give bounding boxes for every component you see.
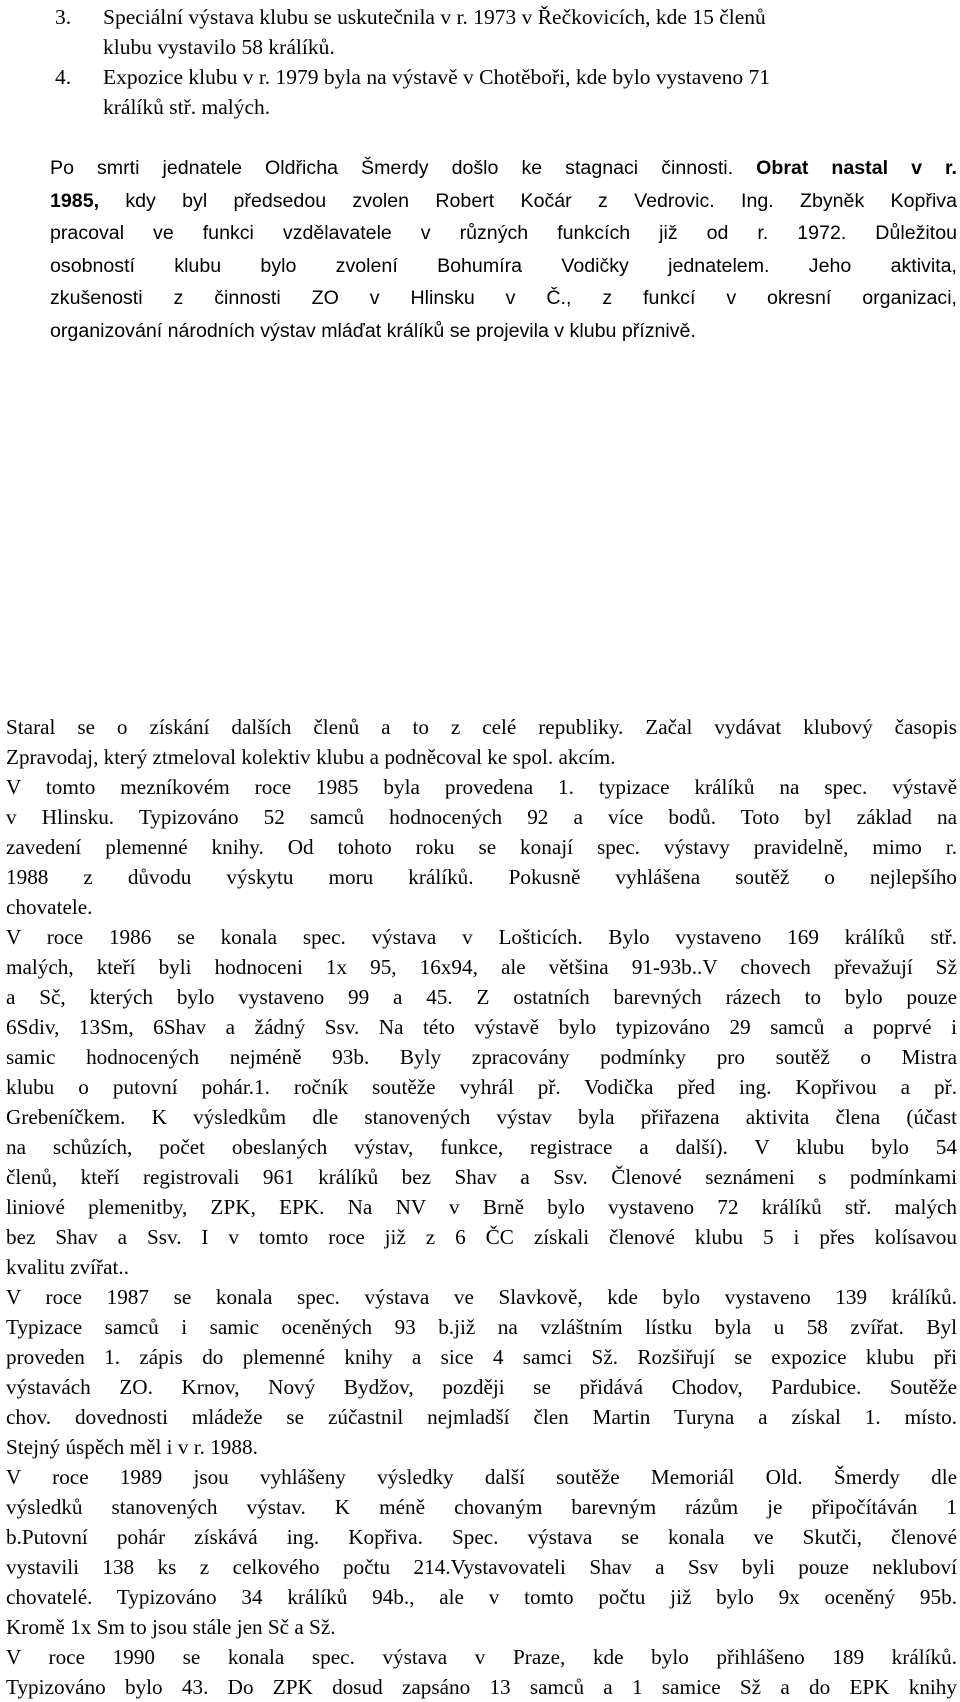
- text-line: V roce 1989 jsou vyhlášeny výsledky další soutěže Memoriál Old. Šmerdy dle: [6, 1465, 957, 1489]
- list-item: [0, 62, 960, 122]
- text-line: Speciální výstava klubu se uskutečnila v r. 1973 v Řečkovicích, kde 15 členů: [103, 5, 766, 29]
- text-line: chov. dovednosti mládeže se zúčastnil nejmladší člen Martin Turyna a získal 1. místo.: [6, 1405, 957, 1429]
- text-line: Stejný úspěch měl i v r. 1988.: [6, 1435, 258, 1459]
- text-line: organizování národních výstav mláďat králíků se projevila v klubu příznivě.: [50, 319, 696, 342]
- text-line: V roce 1986 se konala spec. výstava v Lošticích. Bylo vystaveno 169 králíků stř.: [6, 925, 957, 949]
- text-line: 6Sdiv, 13Sm, 6Shav a žádný Ssv. Na této výstavě bylo typizováno 29 samců a poprvé i: [6, 1015, 957, 1039]
- text-line: v Hlinsku. Typizováno 52 samců hodnocených 92 a více bodů. Toto byl základ na: [6, 805, 957, 829]
- text-line: proveden 1. zápis do plemenné knihy a sice 4 samci Sž. Rozšiřují se expozice klubu při: [6, 1345, 957, 1369]
- text-line: Grebeníčkem. K výsledkům dle stanovených výstav byla přiřazena aktivita člena (účast: [6, 1105, 957, 1129]
- text-line: osobností klubu bylo zvolení Bohumíra Vodičky jednatelem. Jeho aktivita,: [50, 254, 957, 277]
- text-line: klubu vystavilo 58 králíků.: [103, 35, 335, 59]
- text-line: zavedení plemenné knihy. Od tohoto roku se konají spec. výstavy pravidelně, mimo r.: [6, 835, 957, 859]
- text-line: [50, 185, 957, 218]
- text-line: bez Shav a Ssv. I v tomto roce již z 6 ČC získali členové klubu 5 i přes kolísavou: [6, 1225, 957, 1249]
- numbered-list: [0, 2, 960, 122]
- text-line: výsledků stanovených výstav. K méně chovaným barevným rázům je připočítáván 1: [6, 1495, 957, 1519]
- text-line: [50, 152, 957, 185]
- list-number: 4.: [55, 65, 72, 89]
- text-line: 1988 z důvodu výskytu moru králíků. Pokusně vyhlášena soutěž o nejlepšího: [6, 865, 957, 889]
- bold-text: Obrat nastal v r.: [756, 157, 957, 179]
- text-line: kvalitu zvířat..: [6, 1255, 129, 1279]
- bold-text: 1985,: [50, 189, 100, 212]
- text-run: kdy byl předsedou zvolen Robert Kočár z Vedrovic. Ing. Zbyněk Kopřiva: [99, 189, 957, 212]
- text-line: V roce 1990 se konala spec. výstava v Praze, kde bylo přihlášeno 189 králíků.: [6, 1645, 957, 1669]
- text-line: V roce 1987 se konala spec. výstava ve Slavkově, kde bylo vystaveno 139 králíků.: [6, 1285, 957, 1309]
- list-item: [0, 2, 960, 62]
- text-line: Staral se o získání dalších členů a to z celé republiky. Začal vydávat klubový časopis: [6, 715, 957, 739]
- text-line: členů, kteří registrovali 961 králíků bez Shav a Ssv. Členové seznámeni s podmínkami: [6, 1165, 957, 1189]
- text-line: malých, kteří byli hodnoceni 1x 95, 16x94, ale většina 91-93b..V chovech převažují Sž: [6, 955, 957, 979]
- text-line: výstavách ZO. Krnov, Nový Bydžov, později se přidává Chodov, Pardubice. Soutěže: [6, 1375, 957, 1399]
- text-line: Kromě 1x Sm to jsou stále jen Sč a Sž.: [6, 1615, 336, 1639]
- text-line: králíků stř. malých.: [103, 95, 271, 119]
- paragraph-intro: [50, 152, 957, 347]
- text-line: Zpravodaj, který ztmeloval kolektiv klubu a podněcoval ke spol. akcím.: [6, 745, 616, 769]
- text-line: liniové plemenitby, ZPK, EPK. Na NV v Brně bylo vystaveno 72 králíků stř. malých: [6, 1195, 957, 1219]
- text-line: V tomto mezníkovém roce 1985 byla provedena 1. typizace králíků na spec. výstavě: [6, 775, 957, 799]
- text-line: pracoval ve funkci vzdělavatele v různých funkcích již od r. 1972. Důležitou: [50, 222, 957, 244]
- text-line: na schůzích, počet obeslaných výstav, funkce, registrace a další). V klubu bylo 54: [6, 1135, 957, 1159]
- text-line: b.Putovní pohár získává ing. Kopřiva. Spec. výstava se konala ve Skutči, členové: [6, 1525, 957, 1549]
- text-line: Typizováno bylo 43. Do ZPK dosud zapsáno 13 samců a 1 samice Sž a do EPK knihy: [6, 1675, 957, 1699]
- text-line: chovatele.: [6, 895, 93, 919]
- text-line: a Sč, kterých bylo vystaveno 99 a 45. Z ostatních barevných rázech to bylo pouze: [6, 985, 957, 1009]
- text-line: chovatelé. Typizováno 34 králíků 94b., ale v tomto počtu již bylo 9x oceněný 95b.: [6, 1585, 957, 1609]
- text-line: vystavili 138 ks z celkového počtu 214.Vystavovateli Shav a Ssv byli pouze nekluboví: [6, 1555, 957, 1579]
- text-line: Expozice klubu v r. 1979 byla na výstavě v Chotěboři, kde bylo vystaveno 71: [103, 65, 770, 89]
- text-run: Po smrti jednatele Oldřicha Šmerdy došlo ke stagnaci činnosti.: [50, 157, 757, 179]
- text-line: zkušenosti z činnosti ZO v Hlinsku v Č., z funkcí v okresní organizaci,: [50, 287, 957, 309]
- text-line: Typizace samců i samic oceněných 93 b.již na vzláštním lístku byla u 58 zvířat. Byl: [6, 1315, 957, 1339]
- text-line: klubu o putovní pohár.1. ročník soutěže vyhrál př. Vodička před ing. Kopřivou a př.: [6, 1075, 957, 1099]
- paragraph-main: [6, 712, 957, 1702]
- list-number: 3.: [55, 5, 72, 29]
- text-line: samic hodnocených nejméně 93b. Byly zpracovány podmínky pro soutěž o Mistra: [6, 1045, 957, 1069]
